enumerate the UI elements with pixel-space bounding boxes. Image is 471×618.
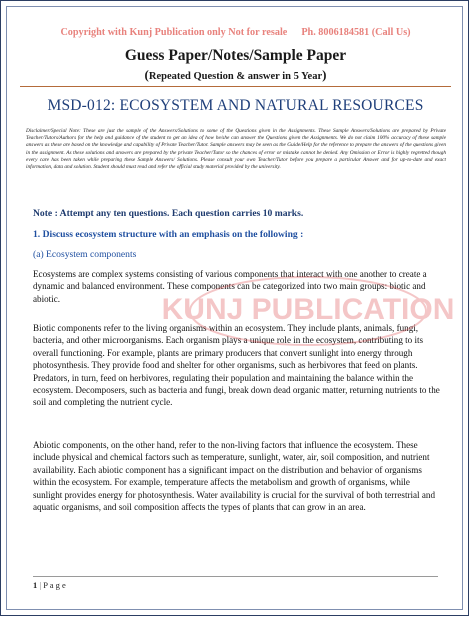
page-footer (33, 580, 66, 590)
phone-text: Ph. 8006184581 (Call Us) (301, 27, 411, 38)
copyright-line (0, 27, 471, 38)
page-number: 1 (33, 580, 38, 590)
header-rule (20, 86, 451, 87)
subtitle-text: Repeated Question & answer in 5 Year (148, 71, 323, 82)
svg-text:KUNJ PUBLICATION: KUNJ PUBLICATION (161, 293, 455, 326)
question-1: 1. Discuss ecosystem structure with an emphasis on the following : (33, 229, 304, 240)
question-1-part-a: (a) Ecosystem components (33, 249, 137, 260)
answer-paragraph-3: Abiotic components, on the other hand, refer to the non-living factors that influence the ecosystem. These include physical and chemical factors such as temperature, sunlight, water, air, soil composition, and nutrient availability. Each abiotic component has a significant impact on the distribution and behavior of organisms within the ecosystem. For example, temperature affects the metabolism and growth of organisms, while sunlight provides energy for photosynthesis. Water availability is crucial for the survival of both terrestrial and aquatic organisms, and soil composition affects the types of plants that can grow in an area. (33, 440, 435, 513)
footer-separator: | (39, 580, 42, 590)
document-title: MSD-012: ECOSYSTEM AND NATURAL RESOURCES (47, 97, 424, 114)
answer-paragraph-1: Ecosystems are complex systems consisting of various components that interact with one another to create a dynamic and balanced environment. These components can be categorized into two main groups: biotic and abiotic. (33, 269, 427, 304)
answer-paragraph-2: Biotic components refer to the living organisms within an ecosystem. They include plants, animals, fungi, bacteria, and other microorganisms. Each organism plays a unique role in the ecosystem, contributing to its overall functioning. For example, plants are primary producers that convert sunlight into energy through photosynthesis. They provide food and shelter for other organisms, such as herbivores that feed on plants. Predators, in turn, feed on herbivores, regulating their population and maintaining the balance within the ecosystem. Decomposers, such as bacteria and fungi, break down dead organic matter, returning nutrients to the soil and completing the nutrient cycle. (33, 323, 440, 408)
guess-paper-title: Guess Paper/Notes/Sample Paper (124, 47, 347, 64)
footer-rule (33, 576, 438, 577)
subtitle-line: (Repeated Question & answer in 5 Year) (144, 67, 327, 82)
instruction-note: Note : Attempt any ten questions. Each question carries 10 marks. (33, 208, 304, 219)
disclaimer-text: Disclaimer/Special Note: These are just the sample of the Answers/Solutions to some of the Questions given in the Assignments. These Sample Answers/Solutions are prepared by Private Teacher/Tutors/Authors for the help and guidance of the student to get an idea of how he/she can answer the Questions given the Assignments. We do not claim 100% accuracy of these sample answers as these are based on the knowledge and capability of Private Teacher/Tutor. Sample answers may be seen as the Guide/Help for the reference to prepare the answers of the questions given in the assignment. As these solutions and answers are prepared by the private Teacher/Tutor so the chances of error or mistake cannot be denied. Any Omission or Error is highly regretted though every care has been taken while preparing these Sample Answers/ Solutions. Please consult your own Teacher/Tutor before you prepare a particular Answer and for up-to-date and exact information, data and solution. Student should must read and refer the official study material provided by the university. (26, 128, 446, 171)
copyright-text: Copyright with Kunj Publication only Not for resale (60, 27, 288, 38)
page-label: P a g e (43, 580, 66, 590)
